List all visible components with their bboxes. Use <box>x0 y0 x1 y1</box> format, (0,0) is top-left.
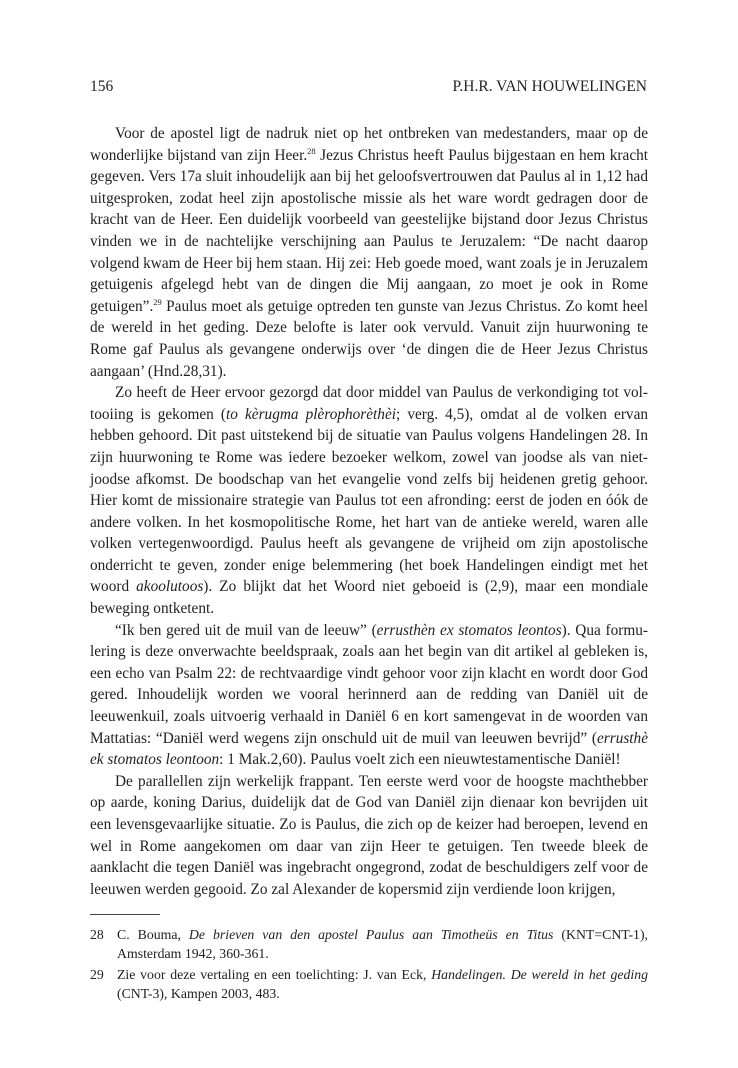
greek-term: errusthè ek stomatos leontoon <box>90 729 648 769</box>
footnote-number: 28 <box>90 927 104 942</box>
text-run: ). Qua formulering is deze onverwachte beeldspraak, zoals aan het begin van dit artikel al gebleken is, een echo van Psalm 22: de rechtvaardige vindt gehoor voor zijn klacht en wordt door God gered. Inhoudelijk worden we vooral herinnerd aan de redding van Daniël uit de leeuwenkuil, zoals uitvoerig verhaald in Daniël 6 en kort samengevat in de woorden van Mattatias: “Daniël werd wegens zijn onschuld uit de muil van leeuwen bevrijd” ( <box>90 621 648 747</box>
running-head: P.H.R. VAN HOUWELINGEN <box>452 78 647 95</box>
greek-term: akoolutoos <box>136 578 204 596</box>
text-run: (KNT=CNT-1), Amsterdam 1942, 360-361. <box>117 927 648 961</box>
text-run: Voor de apostel ligt de nadruk niet op het ontbreken van medestanders, maar op de wonderlijke bijstand van zijn Heer. <box>90 125 648 164</box>
text-run: : 1 Mak.2,60). Paulus voelt zich een nieuwtestamentische Daniël! <box>219 751 621 769</box>
text-run: ; verg. 4,5), omdat al de volken ervan hebben gehoord. Dit past uitstekend bij de situatie van Paulus volgens Handelingen 28. In zijn huurwoning te Rome was iedere bezoeker welkom, zowel van joodse als van niet-joodse afkomst. De boodschap van het evangelie vond zelfs bij heidenen gretig gehoor. Hier komt de missionaire strategie van Paulus tot een afronding: eerst de joden en óók de andere volken. In het kosmopolitische Rome, het hart van de antieke wereld, waren alle volken vertegenwoordigd. Paulus heeft als gevangene de vrijheid om zijn apostolische onderricht te geven, zonder enige belemmering (het boek Handelingen eindigt met het woord <box>90 405 649 596</box>
footnote-28 <box>90 925 648 963</box>
footnote-29 <box>90 965 648 1003</box>
text-run: (CNT-3), Kampen 2003, 483. <box>117 986 280 1001</box>
footnote-ref-29[interactable]: 29 <box>153 296 162 307</box>
text-run: “Ik ben gered uit de muil van de leeuw” ( <box>115 621 377 639</box>
book-title: Handelingen. De wereld in het geding <box>431 967 648 982</box>
paragraph-2 <box>90 382 648 620</box>
footnote-separator <box>90 914 160 915</box>
paragraph-1 <box>90 123 648 382</box>
text-run: ). Zo blijkt dat het Woord niet geboeid is (2,9), maar een mondiale beweging ontketent. <box>90 578 648 618</box>
book-title: De brieven van den apostel Paulus aan Timotheüs en Titus <box>188 927 554 942</box>
text-run: De parallellen zijn werkelijk frappant. Ten eerste werd voor de hoogste machthebber op aarde, koning Darius, duidelijk dat de God van Daniël zijn dienaar kon bevrijden uit een levensgevaarlijke situatie. Zo is Paulus, die zich op de keizer had beroepen, levend en wel in Rome aangekomen om daar van zijn Heer te getuigen. Ten tweede bleek de aanklacht die tegen Daniël was ingebracht ongegrond, zodat de beschuldigers zelf voor de leeuwen werden gegooid. Zo zal Alexander de kopersmid zijn verdiende loon krijgen, <box>90 772 648 898</box>
text-run: Zo heeft de Heer ervoor gezorgd dat door middel van Paulus de verkondiging tot voltooiing is gekomen ( <box>90 384 648 423</box>
paragraph-4 <box>90 771 648 901</box>
greek-term: errusthèn ex stomatos leontos <box>376 621 562 639</box>
footnote-ref-28[interactable]: 28 <box>307 145 316 156</box>
footnote-number: 29 <box>90 967 104 982</box>
text-run: Jezus Christus heeft Paulus bijgestaan en hem kracht gegeven. Vers 17a sluit inhoudelijk aan bij het geloofsvertrouwen dat Paulus al in 1,12 had uitgesproken, zodat heel zijn apostolische missie als het ware wordt gedragen door de kracht van de Heer. Een duidelijk voorbeeld van geestelijke bijstand door Jezus Christus vinden we in de nachtelijke verschijning aan Paulus te Jeruzalem: “De nacht daarop volgend kwam de Heer bij hem staan. Hij zei: Heb goede moed, want zoals je in Jeruzalem getuigenis afgelegd hebt van de dingen die Mij aangaan, zo moet je ook in Rome getuigen”. <box>90 146 649 315</box>
greek-term: to kèrugma plèrophorèthèi <box>226 405 396 423</box>
text-run: Paulus moet als getuige optreden ten gunste van Jezus Christus. Zo komt heel de wereld in het geding. Deze belofte is later ook vervuld. Vanuit zijn huurwoning te Rome gaf Paulus als gevangene onderwijs over ‘de dingen die de Heer Jezus Christus aangaan’ (Hnd.28,31). <box>90 297 648 380</box>
page-number: 156 <box>90 78 114 95</box>
text-run: Zie voor deze vertaling en een toelichting: J. van Eck, <box>117 967 432 982</box>
text-run: C. Bouma, <box>117 927 189 942</box>
footnotes <box>90 925 648 1005</box>
body-text <box>90 123 648 900</box>
paragraph-3 <box>90 620 648 771</box>
